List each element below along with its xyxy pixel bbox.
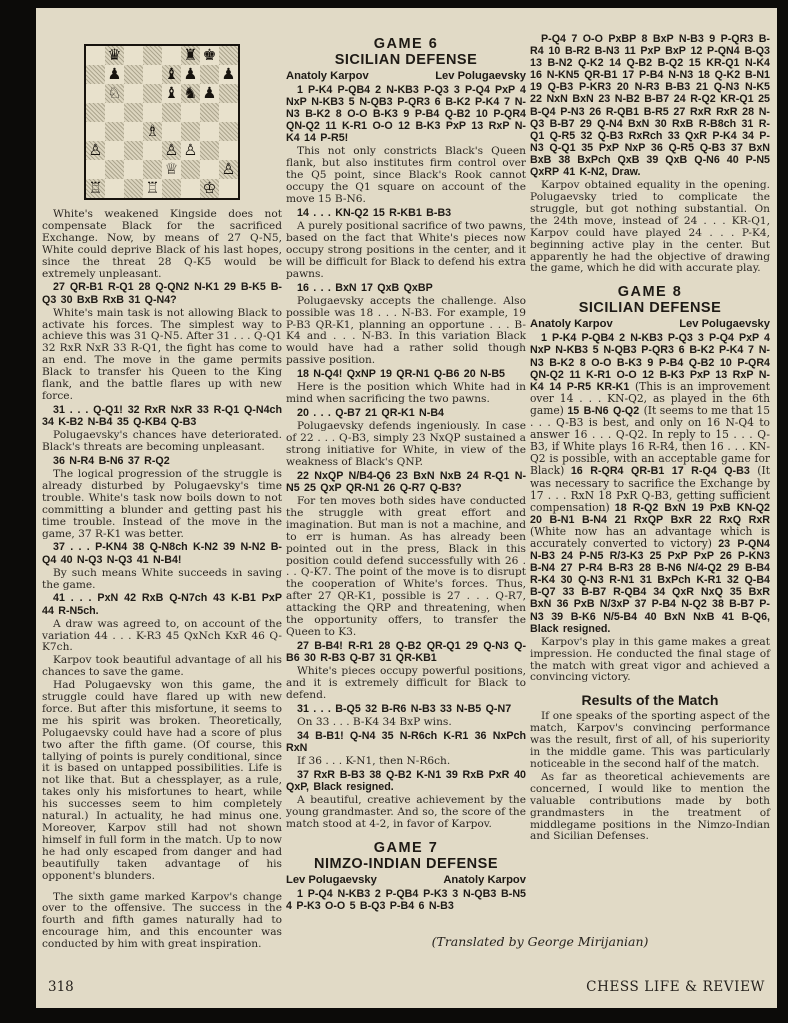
board-square <box>124 179 143 198</box>
chess-diagram <box>84 44 240 200</box>
paragraph: Polugaevsky defends ingeniously. In case of 22 . . . Q-B3, simply 23 NxQP sustained a strong initiative for White, in view of the weakness of Black's QNP. <box>286 420 526 468</box>
game-subtitle: SICILIAN DEFENSE <box>334 52 478 68</box>
black-bishop-piece: ♝ <box>164 65 179 83</box>
players-line <box>286 874 526 886</box>
black-bishop-piece: ♝ <box>164 84 179 102</box>
board-square <box>219 46 238 65</box>
paragraph: The sixth game marked Karpov's change over to the offensive. The success in the fourth and fifth games naturally had to encourage him, and this encounter was conducted by him with great inspiration. <box>42 890 282 951</box>
paragraph: A draw was agreed to, on account of the variation 44 . . . K-R3 45 QxNch KxR 46 Q-K7ch. <box>42 617 282 654</box>
board-square <box>105 122 124 141</box>
board-square <box>124 46 143 65</box>
black-pawn-piece: ♟ <box>183 65 198 83</box>
board-square <box>143 122 162 141</box>
board-square <box>143 84 162 103</box>
move-line: 37 . . . P-KN4 38 Q-N8ch K-N2 39 N-N2 B-Q4 40 N-Q3 N-Q3 41 N-B4! <box>42 541 282 566</box>
black-pawn-piece: ♟ <box>221 65 236 83</box>
move-line: 14 . . . KN-Q2 15 R-KB1 B-B3 <box>297 207 452 219</box>
paragraph: The logical progression of the struggle is already disturbed by Polugaevsky's time trouble. White's task now boils down to not committing a blunder and getting past his time trouble. Instead of the move in the game, 37 R-K1 was better. <box>42 467 282 540</box>
board-square <box>162 103 181 122</box>
move-line: 22 NxQP N/B4-Q6 23 BxN NxB 24 R-Q1 N-N5 25 QxP QR-N1 26 Q-R7 Q-B3? <box>286 469 526 494</box>
board-square <box>124 65 143 84</box>
move-text: 18 R-Q2 BxN 19 PxB KN-Q2 20 B-N1 B-N4 21 RxQP BxR 22 RxQ RxR <box>530 501 770 526</box>
board-square <box>86 160 105 179</box>
annotation-note: (It seems to me that 15 . . . Q-B3 is best, and only on 16 N-Q4 to answer 16 . . . Q-Q2. In reply to 15 . . . Q-B3, if White plays 16 R-R4, then 16 . . . KN-Q2 is possible, with an acceptable game for Black) <box>530 403 770 478</box>
board-square <box>124 122 143 141</box>
left-column-text <box>42 209 282 951</box>
board-square <box>200 122 219 141</box>
board-square <box>143 179 162 198</box>
board-square <box>181 84 200 103</box>
board-square <box>105 141 124 160</box>
board-square <box>86 103 105 122</box>
move-line: 27 QR-B1 R-Q1 28 Q-QN2 N-K1 29 B-K5 B-Q3 30 BxB RxB 31 Q-N4? <box>42 281 282 306</box>
board-square <box>162 84 181 103</box>
board-square <box>105 103 124 122</box>
game-subtitle: NIMZO-INDIAN DEFENSE <box>314 855 498 872</box>
board-square <box>219 122 238 141</box>
white-pawn-piece: ♙ <box>88 141 103 159</box>
annotation-note: (This is an improvement over 14 . . . KN-Q2, as played in the 6th game) <box>530 379 770 417</box>
game-title: GAME 6 <box>373 36 439 52</box>
translator-credit: (Translated by George Mirijanian) <box>431 934 649 949</box>
move-line: 31 . . . Q-Q1! 32 RxR NxR 33 R-Q1 Q-N4ch 34 K-B2 N-B4 35 Q-KB4 Q-B3 <box>42 403 282 428</box>
board-square <box>86 141 105 160</box>
chess-board <box>84 44 240 200</box>
move-line: 16 . . . BxN 17 QxB QxBP <box>297 281 433 294</box>
middle-column <box>286 32 526 952</box>
move-line: P-Q4 7 O-O PxBP 8 BxP N-B3 9 P-QR3 B-R4 10 B-R2 B-N3 11 PxP BxP 12 P-QN4 B-Q3 13 B-N2 Q-K2 14 Q-B2 B-Q2 15 KR-Q1 N-K4 16 N-KN5 QR-B1 17 P-B4 N-N3 18 Q-K2 B-N1 19 Q-B3 P-KR3 20 N-R3 B-B3 21 Q-N3 N-K5 22 NxN BxN 23 N-B2 B-B7 24 R-Q2 KR-Q1 25 B-Q4 P-N3 26 R-QB1 B-R5 27 RxR RxR 28 N-Q3 B-B7 29 Q-N4 BxN 30 RxB R-B8ch 31 R-Q1 Q-R5 32 Q-B3 RxRch 33 QxR P-K4 34 P-N3 Q-Q1 35 PxP NxP 36 Q-R5 Q-B3 37 BxN BxB 38 BxPch QxB 39 QxB Q-N6 40 P-N5 QxRP 41 K-N2, Draw. <box>530 33 770 179</box>
annotation-note: (White now has an advantage which is accurately converted to victory) <box>530 524 770 550</box>
board-square <box>105 65 124 84</box>
paragraph: A purely positional sacrifice of two pawns, based on the fact that White's pieces now occupy strong positions in the center, and it will be difficult for Black to defend his extra pawns. <box>286 220 526 280</box>
board-square <box>143 160 162 179</box>
paragraph: White's pieces occupy powerful positions, and it is extremely difficult for Black to defend. <box>286 665 526 701</box>
game-title: GAME 8 <box>617 284 683 301</box>
board-square <box>105 84 124 103</box>
board-square <box>162 160 181 179</box>
section-heading: Results of the Match <box>581 692 719 709</box>
board-square <box>219 141 238 160</box>
right-column-text <box>530 33 770 843</box>
black-rook-piece: ♜ <box>183 46 198 64</box>
white-player: Lev Polugaevsky <box>286 873 377 886</box>
board-square <box>124 84 143 103</box>
board-square <box>200 84 219 103</box>
paragraph: Polugaevsky accepts the challenge. Also possible was 18 . . . N-B3. For example, 19 P-B3 QR-K1, planning an opportune . . . B-K4 and . . . N-B3. In this variation Black would have had a rather solid though passive position. <box>286 294 526 367</box>
board-square <box>181 65 200 84</box>
move-line: 41 . . . PxN 42 RxB Q-N7ch 43 K-B1 PxP 44 R-N5ch. <box>42 592 282 617</box>
paragraph: A beautiful, creative achievement by the young grandmaster. And so, the score of the match stood at 4-2, in favor of Karpov. <box>286 794 526 830</box>
board-square <box>181 46 200 65</box>
board-square <box>219 84 238 103</box>
annotation-note: (It was necessary to sacrifice the Exchange by 17 . . . RxN 18 PxR Q-B3, getting sufficient compensation) <box>530 464 770 514</box>
paragraph: White's main task is not allowing Black to activate his forces. The simplest way to achieve this was 31 Q-N5. After 31 . . . Q-Q1 32 RxR NxR 33 R-Q1, the fight has come to an end. The move in the game permits Black to transfer his Queen to the King flank, and the battle flares up with new force. <box>42 306 282 402</box>
middle-column-text <box>286 36 526 912</box>
paragraph: Here is the position which White had in mind when sacrificing the two pawns. <box>286 381 526 406</box>
board-square <box>162 122 181 141</box>
board-square <box>200 65 219 84</box>
move-text: 16 R-QR4 QR-B1 17 R-Q4 Q-B3 <box>570 465 758 478</box>
board-square <box>162 65 181 84</box>
white-player: Anatoly Karpov <box>530 318 613 331</box>
board-square <box>105 179 124 198</box>
board-square <box>219 179 238 198</box>
white-pawn-piece: ♙ <box>183 141 198 159</box>
board-square <box>181 103 200 122</box>
board-square <box>181 160 200 179</box>
move-line: 34 B-B1! Q-N4 35 N-R6ch K-R1 36 NxPch RxN <box>286 729 526 754</box>
players-line <box>286 70 526 82</box>
game-title: GAME 7 <box>373 839 439 856</box>
board-square <box>124 160 143 179</box>
black-pawn-piece: ♟ <box>107 65 122 83</box>
board-square <box>200 46 219 65</box>
paragraph: Karpov's play in this game makes a great impression. He conducted the final stage of the match with great vigor and achieved a convincing victory. <box>530 635 770 684</box>
magazine-title: CHESS LIFE & REVIEW <box>586 979 765 995</box>
left-column <box>42 32 282 952</box>
move-line: 1 P-Q4 N-KB3 2 P-QB4 P-K3 3 N-QB3 B-N5 4 P-K3 O-O 5 B-Q3 P-B4 6 N-B3 <box>286 887 526 912</box>
paragraph: On 33 . . . B-K4 34 BxP wins. <box>297 715 452 728</box>
black-player: Anatoly Karpov <box>443 873 526 886</box>
board-square <box>105 46 124 65</box>
paragraph: Had Polugaevsky won this game, the struggle could have flared up with new force. But after this misfortune, it seems to me his spirit was broken. Theoretically, Polugaevsky could have had a score of plus two after the fifth game. (Of course, this tallying of points is purely conditional, since it is based on untapped possibilities. Life is not like that. But a chessplayer, as a rule, takes only his misfortunes to heart, while his successes seem to him completely natural.) In actuality, he had minus one. Moreover, Karpov still had not shown himself in full form in the match. Up to now he had only escaped from danger and had beautifully taken advantage of his opponent's blunders. <box>42 679 282 882</box>
board-square <box>200 103 219 122</box>
board-square <box>162 46 181 65</box>
board-square <box>200 160 219 179</box>
move-line: 37 RxR B-B3 38 Q-B2 K-N1 39 RxB PxR 40 QxP, Black resigned. <box>286 768 526 793</box>
paragraph: White's weakened Kingside does not compensate Black for the sacrificed Exchange. Now, by means of 27 Q-N5, White could deprive Black of his last hopes, since the threat 28 Q-K5 would be extremely unpleasant. <box>42 208 282 280</box>
board-square <box>86 84 105 103</box>
board-square <box>124 141 143 160</box>
paragraph: If 36 . . . K-N1, then N-R6ch. <box>297 754 451 767</box>
move-text: 23 P-QN4 N-B3 24 P-N5 R/3-K3 25 PxP PxP 26 P-KN3 B-N4 27 P-R4 B-R3 28 B-N6 N/4-Q2 29 B-B4 R-K4 30 Q-N3 R-N1 31 BxPch K-R1 32 Q-B4 B-Q7 33 B-B7 R-QB4 34 QxR NxQ 35 BxR BxN 36 PxB N/3xP 37 P-B4 N-Q2 38 B-B7 P-N3 39 B-K6 N/5-B4 40 BxN NxB 41 B-Q6, Black resigned. <box>530 537 771 635</box>
black-knight-piece: ♞ <box>183 84 198 102</box>
move-text: 15 B-N6 Q-Q2 <box>567 404 644 417</box>
white-knight-piece: ♘ <box>107 84 122 102</box>
paragraph: This not only constricts Black's Queen flank, but also institutes firm control over the Q5 point, since Black's Rook cannot occupy the Q1 square on account of the move 15 B-N6. <box>286 145 526 206</box>
move-line: 1 P-K4 P-QB4 2 N-KB3 P-Q3 3 P-Q4 PxP 4 NxP N-KB3 5 N-QB3 P-QR3 6 B-K2 P-K4 7 N-N3 B-K2 8 O-O B-K3 9 P-B4 Q-B2 10 P-QR4 QN-Q2 11 K-R1 O-O 12 B-K3 PxP 13 RxP N-K4 14 P-R5! <box>286 84 526 145</box>
move-line: 36 N-R4 B-N6 37 R-Q2 <box>53 454 170 467</box>
magazine-page <box>36 8 777 1008</box>
board-square <box>143 46 162 65</box>
black-pawn-piece: ♟ <box>202 84 217 102</box>
board-square <box>143 141 162 160</box>
white-pawn-piece: ♙ <box>164 141 179 159</box>
move-text: 1 P-K4 P-QB4 2 N-KB3 P-Q3 3 P-Q4 PxP 4 NxP N-KB3 5 N-QB3 P-QR3 6 B-K2 P-K4 7 N-N3 B-K2 8 O-O B-K3 9 P-B4 Q-B2 10 P-QR4 QN-Q2 11 K-R1 O-O 12 B-K3 PxP 13 RxP N-K4 14 P-R5 KR-K1 <box>530 332 770 393</box>
board-square <box>181 141 200 160</box>
board-square <box>181 122 200 141</box>
game-subtitle: SICILIAN DEFENSE <box>578 300 722 317</box>
white-queen-piece: ♕ <box>164 160 179 178</box>
move-line: 31 . . . B-Q5 32 B-R6 N-B3 33 N-B5 Q-N7 <box>297 702 512 715</box>
black-player: Lev Polugaevsky <box>679 318 770 331</box>
right-column <box>530 32 770 952</box>
move-line: 18 N-Q4! QxNP 19 QR-N1 Q-B6 20 N-B5 <box>297 368 505 381</box>
board-square <box>181 179 200 198</box>
paragraph: Polugaevsky's chances have deteriorated. Black's threats are becoming unpleasant. <box>42 429 282 453</box>
paragraph: If one speaks of the sporting aspect of the match, Karpov's convincing performance was the result, first of all, of his superiority in the middle game. This was particularly noticeable in the second half of the match. <box>530 710 770 770</box>
board-square <box>219 103 238 122</box>
page-footer <box>48 979 765 995</box>
black-queen-piece: ♛ <box>107 46 122 64</box>
white-rook-piece: ♖ <box>145 179 160 197</box>
board-square <box>124 103 143 122</box>
board-square <box>200 179 219 198</box>
board-square <box>86 122 105 141</box>
white-bishop-piece: ♗ <box>145 122 160 140</box>
board-square <box>219 160 238 179</box>
game-score <box>530 332 770 634</box>
columns <box>42 32 771 952</box>
paragraph: Karpov obtained equality in the opening. Polugaevsky tried to complicate the struggle, but got nothing substantial. On the 24th move, instead of 24 . . . KR-Q1, Karpov could have played 24 . . . P-K4, beginning active play in the center. But apparently he had the objective of drawing the game, which he did with accurate play. <box>530 179 770 275</box>
white-player: Anatoly Karpov <box>286 70 369 82</box>
paragraph: Karpov took beautiful advantage of all his chances to save the game. <box>42 654 282 679</box>
board-square <box>143 65 162 84</box>
board-square <box>86 179 105 198</box>
black-king-piece: ♚ <box>202 46 217 64</box>
move-line: 20 . . . Q-B7 21 QR-K1 N-B4 <box>297 407 444 420</box>
board-square <box>162 141 181 160</box>
board-square <box>86 65 105 84</box>
board-square <box>105 160 124 179</box>
white-rook-piece: ♖ <box>88 179 103 197</box>
move-line: 27 B-B4! R-R1 28 Q-B2 QR-Q1 29 Q-N3 Q-B6 30 R-B3 Q-B7 31 QR-KB1 <box>286 639 526 664</box>
paragraph: By such means White succeeds in saving the game. <box>42 566 282 591</box>
players-line <box>530 318 770 330</box>
white-pawn-piece: ♙ <box>221 160 236 178</box>
white-king-piece: ♔ <box>202 179 217 197</box>
paragraph: For ten moves both sides have conducted the struggle with great effort and imagination. But man is not a machine, and to err is human. As has already been pointed out in the press, Black in this position could defend successfully with 26 . . . Q-K7. The point of the move is to disrupt the cooperation of White's forces. Thus, after 27 QR-K1, possible is 27 . . . Q-R7, attacking the QRP and threatening, when the opportunity offers, to transfer the Queen to K3. <box>286 494 526 638</box>
board-square <box>86 46 105 65</box>
paragraph: As far as theoretical achievements are concerned, I would like to mention the valuable contributions made by both grandmasters in the treatment of middlegame positions in the Nimzo-Indian and Sicilian Defenses. <box>530 770 770 843</box>
black-player: Lev Polugaevsky <box>435 70 526 82</box>
board-square <box>219 65 238 84</box>
page-number: 318 <box>48 979 74 995</box>
board-square <box>143 103 162 122</box>
board-square <box>162 179 181 198</box>
board-square <box>200 141 219 160</box>
